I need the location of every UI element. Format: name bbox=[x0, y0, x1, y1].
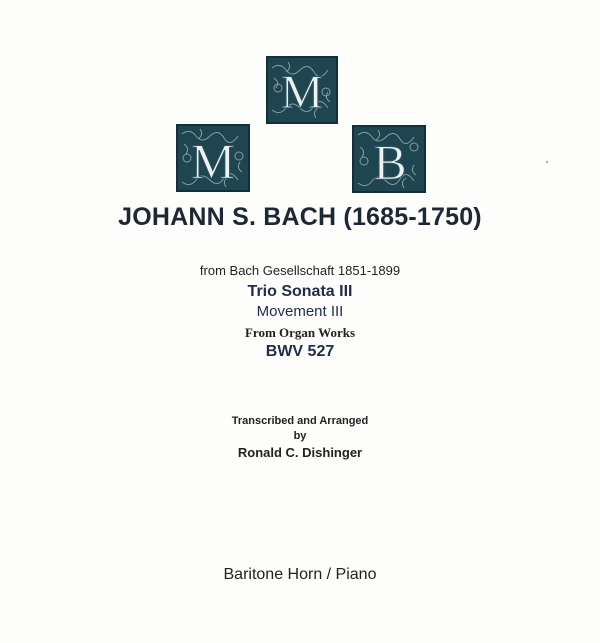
movement-label: Movement III bbox=[256, 303, 344, 320]
logo-block-right bbox=[352, 125, 426, 193]
logo-block-left bbox=[176, 124, 250, 192]
instrumentation: Baritone Horn / Piano bbox=[223, 566, 377, 583]
credit-label: Transcribed and Arranged bbox=[231, 415, 369, 427]
source-note: from Bach Gesellschaft 1851-1899 bbox=[199, 263, 401, 278]
collection-label: From Organ Works bbox=[244, 325, 356, 340]
paper-speck bbox=[546, 161, 548, 163]
catalog-number: BWV 527 bbox=[265, 343, 335, 360]
credit-by: by bbox=[293, 430, 307, 442]
logo-letter: M bbox=[190, 133, 236, 189]
ornate-letter-m-icon bbox=[268, 58, 336, 122]
piece-title: Trio Sonata III bbox=[247, 283, 353, 300]
ornate-letter-b-icon bbox=[354, 127, 424, 191]
ornate-letter-m-icon bbox=[178, 126, 248, 190]
logo-block-top bbox=[266, 56, 338, 124]
composer-heading: JOHANN S. BACH (1685-1750) bbox=[118, 203, 482, 231]
logo-letter: M bbox=[280, 66, 324, 119]
arranger-name: Ronald C. Dishinger bbox=[237, 445, 363, 460]
logo-letter: B bbox=[373, 134, 407, 190]
